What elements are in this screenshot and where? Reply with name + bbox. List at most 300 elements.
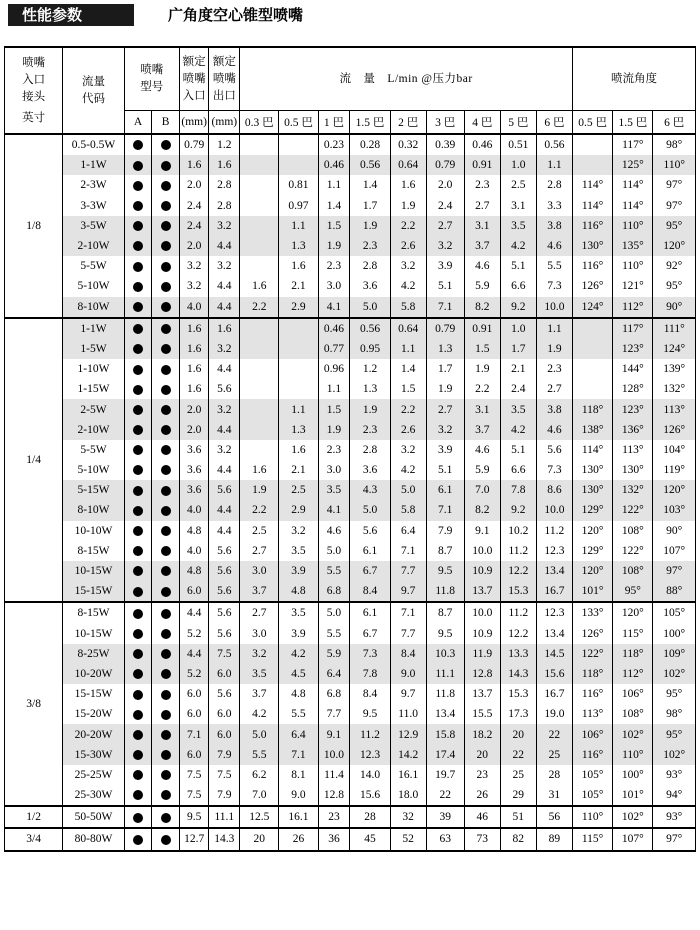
angle-value: 118° [613, 644, 653, 664]
flow-value: 9.7 [390, 581, 426, 602]
angle-value: 116° [572, 745, 612, 765]
flow-value: 1.1 [536, 155, 572, 175]
angle-value: 114° [572, 440, 612, 460]
availability-dot-icon [161, 710, 171, 720]
flow-value: 3.1 [464, 216, 500, 236]
angle-value: 119° [653, 460, 696, 480]
flow-value: 8.1 [279, 765, 318, 785]
flow-value: 10.0 [318, 745, 350, 765]
flow-value [279, 318, 318, 339]
flow-code: 1-1W [63, 318, 124, 339]
rated-inlet: 6.0 [179, 684, 209, 704]
angle-value: 102° [613, 724, 653, 744]
flow-value: 3.1 [500, 196, 536, 216]
availability-dot-icon [133, 690, 143, 700]
table-row [5, 664, 696, 684]
availability-dot-icon [161, 629, 171, 639]
flow-code: 2-10W [63, 236, 124, 256]
flow-value: 3.8 [536, 216, 572, 236]
inlet-size: 1/8 [5, 134, 63, 318]
model-a-cell [124, 785, 152, 806]
angle-value [572, 134, 612, 155]
angle-value: 113° [613, 440, 653, 460]
rated-inlet: 6.0 [179, 745, 209, 765]
availability-dot-icon [161, 790, 171, 800]
flow-value: 4.6 [536, 236, 572, 256]
angle-value: 111° [653, 318, 696, 339]
rated-inlet: 4.8 [179, 521, 209, 541]
flow-value: 6.8 [318, 684, 350, 704]
flow-value: 12.3 [350, 745, 390, 765]
angle-value: 112° [613, 297, 653, 318]
col-rated-inlet [179, 47, 209, 111]
table-body [5, 134, 696, 851]
flow-value: 5.9 [464, 460, 500, 480]
flow-value: 7.1 [426, 500, 464, 520]
flow-value: 0.46 [464, 134, 500, 155]
flow-value: 0.56 [536, 134, 572, 155]
flow-value: 6.8 [318, 581, 350, 602]
angle-value: 107° [613, 828, 653, 850]
flow-value: 3.2 [426, 236, 464, 256]
flow-value [240, 440, 279, 460]
flow-value: 1.3 [350, 379, 390, 399]
col-pressure: 6 巴 [536, 111, 572, 135]
rated-inlet: 7.5 [179, 765, 209, 785]
model-a-cell [124, 561, 152, 581]
flow-value: 5.1 [426, 276, 464, 296]
availability-dot-icon [161, 262, 171, 272]
availability-dot-icon [161, 649, 171, 659]
model-b-cell [152, 420, 180, 440]
angle-value: 110° [613, 745, 653, 765]
flow-value: 46 [464, 806, 500, 828]
flow-value: 8.6 [536, 480, 572, 500]
flow-value: 7.1 [426, 297, 464, 318]
flow-value: 20 [240, 828, 279, 850]
availability-dot-icon [133, 750, 143, 760]
flow-value: 1.5 [390, 379, 426, 399]
flow-value: 3.9 [279, 624, 318, 644]
flow-value: 0.64 [390, 155, 426, 175]
flow-value: 3.2 [279, 521, 318, 541]
model-a-cell [124, 175, 152, 195]
flow-value: 13.4 [536, 624, 572, 644]
model-a-cell [124, 256, 152, 276]
rated-outlet: 3.2 [209, 399, 240, 419]
availability-dot-icon [133, 161, 143, 171]
flow-value: 1.0 [500, 155, 536, 175]
angle-value: 124° [653, 339, 696, 359]
flow-value: 4.6 [536, 420, 572, 440]
angle-value: 108° [613, 704, 653, 724]
flow-code: 8-10W [63, 500, 124, 520]
table-row [5, 318, 696, 339]
table-row [5, 196, 696, 216]
flow-value: 6.1 [350, 541, 390, 561]
flow-value: 3.6 [350, 460, 390, 480]
flow-value: 1.1 [279, 399, 318, 419]
model-a-cell [124, 480, 152, 500]
rated-inlet: 2.4 [179, 196, 209, 216]
model-a-cell [124, 602, 152, 623]
flow-value: 3.6 [350, 276, 390, 296]
rated-inlet: 2.0 [179, 420, 209, 440]
flow-value [240, 175, 279, 195]
flow-value: 4.2 [240, 704, 279, 724]
angle-value: 130° [572, 480, 612, 500]
flow-code: 25-30W [63, 785, 124, 806]
model-b-cell [152, 581, 180, 602]
flow-value: 5.9 [318, 644, 350, 664]
flow-value: 9.5 [426, 561, 464, 581]
availability-dot-icon [161, 690, 171, 700]
model-a-cell [124, 276, 152, 296]
flow-value: 16.1 [390, 765, 426, 785]
flow-value: 3.0 [240, 624, 279, 644]
angle-value: 97° [653, 561, 696, 581]
availability-dot-icon [133, 526, 143, 536]
flow-value: 0.79 [426, 318, 464, 339]
flow-value: 11.4 [318, 765, 350, 785]
flow-code: 15-15W [63, 581, 124, 602]
col-flow-code-label: 流量代码 [81, 75, 105, 105]
availability-dot-icon [133, 770, 143, 780]
flow-value: 16.7 [536, 581, 572, 602]
flow-value: 2.9 [279, 297, 318, 318]
angle-value: 118° [572, 399, 612, 419]
flow-value: 2.7 [464, 196, 500, 216]
angle-value: 114° [572, 175, 612, 195]
flow-value: 0.95 [350, 339, 390, 359]
flow-value: 5.5 [318, 624, 350, 644]
availability-dot-icon [133, 813, 143, 823]
availability-dot-icon [133, 181, 143, 191]
rated-inlet: 3.6 [179, 460, 209, 480]
model-a-cell [124, 297, 152, 318]
rated-outlet: 4.4 [209, 359, 240, 379]
flow-value: 3.5 [318, 480, 350, 500]
model-b-cell [152, 500, 180, 520]
model-a-cell [124, 828, 152, 850]
availability-dot-icon [161, 669, 171, 679]
flow-value: 10.9 [464, 624, 500, 644]
flow-value: 10.0 [464, 541, 500, 561]
flow-value: 10.0 [536, 297, 572, 318]
flow-value: 2.3 [318, 440, 350, 460]
availability-dot-icon [133, 609, 143, 619]
availability-dot-icon [133, 486, 143, 496]
flow-value: 7.1 [279, 745, 318, 765]
model-a-cell [124, 216, 152, 236]
flow-value: 22 [426, 785, 464, 806]
angle-value: 115° [572, 828, 612, 850]
flow-value: 7.1 [390, 602, 426, 623]
angle-value: 95° [653, 276, 696, 296]
flow-value: 4.1 [318, 297, 350, 318]
flow-value: 2.3 [318, 256, 350, 276]
angle-value: 130° [613, 460, 653, 480]
model-a-cell [124, 339, 152, 359]
angle-value: 100° [653, 624, 696, 644]
flow-code: 1-1W [63, 155, 124, 175]
flow-value: 4.6 [318, 521, 350, 541]
flow-value: 1.9 [350, 216, 390, 236]
col-inlet-unit: 英寸 [22, 111, 46, 124]
flow-value: 28 [536, 765, 572, 785]
model-a-cell [124, 704, 152, 724]
flow-value: 15.6 [350, 785, 390, 806]
flow-value: 45 [350, 828, 390, 850]
flow-value: 1.5 [464, 339, 500, 359]
angle-value: 95° [653, 684, 696, 704]
flow-value: 4.2 [500, 236, 536, 256]
inlet-size: 3/4 [5, 828, 63, 850]
flow-value: 31 [536, 785, 572, 806]
model-a-cell [124, 581, 152, 602]
availability-dot-icon [161, 282, 171, 292]
performance-table-wrap [4, 46, 696, 852]
rated-inlet: 6.0 [179, 581, 209, 602]
table-row [5, 704, 696, 724]
flow-value: 4.5 [279, 664, 318, 684]
flow-value [240, 339, 279, 359]
flow-value: 3.2 [240, 644, 279, 664]
flow-value: 4.2 [390, 276, 426, 296]
flow-value: 6.4 [318, 664, 350, 684]
flow-value: 7.9 [426, 521, 464, 541]
flow-value: 1.3 [279, 236, 318, 256]
flow-value: 2.5 [279, 480, 318, 500]
performance-table [4, 46, 696, 852]
model-a-cell [124, 684, 152, 704]
flow-value: 6.7 [350, 624, 390, 644]
angle-value: 114° [613, 196, 653, 216]
rated-inlet: 4.8 [179, 561, 209, 581]
availability-dot-icon [161, 587, 171, 597]
flow-value: 3.2 [426, 420, 464, 440]
rated-outlet: 5.6 [209, 561, 240, 581]
flow-value: 1.5 [318, 216, 350, 236]
flow-value: 0.79 [426, 155, 464, 175]
angle-value [572, 318, 612, 339]
flow-value: 7.7 [390, 624, 426, 644]
flow-value: 26 [279, 828, 318, 850]
model-b-cell [152, 216, 180, 236]
model-a-cell [124, 644, 152, 664]
flow-value: 3.5 [500, 216, 536, 236]
availability-dot-icon [133, 730, 143, 740]
rated-outlet: 6.0 [209, 664, 240, 684]
rated-outlet: 5.6 [209, 581, 240, 602]
model-b-cell [152, 765, 180, 785]
model-b-cell [152, 196, 180, 216]
angle-value: 117° [613, 134, 653, 155]
col-rated-outlet-unit: (mm) [209, 111, 240, 135]
availability-dot-icon [161, 302, 171, 312]
angle-value: 101° [572, 581, 612, 602]
flow-code: 1-5W [63, 339, 124, 359]
angle-value: 122° [613, 500, 653, 520]
flow-value: 14.2 [390, 745, 426, 765]
flow-value: 1.1 [390, 339, 426, 359]
model-b-cell [152, 828, 180, 850]
angle-value: 124° [572, 297, 612, 318]
angle-value: 118° [572, 664, 612, 684]
model-b-cell [152, 664, 180, 684]
flow-value: 2.2 [240, 297, 279, 318]
availability-dot-icon [133, 365, 143, 375]
flow-value: 1.2 [350, 359, 390, 379]
flow-value: 14.3 [500, 664, 536, 684]
model-b-cell [152, 399, 180, 419]
flow-value: 11.2 [350, 724, 390, 744]
flow-value: 16.7 [536, 684, 572, 704]
flow-value: 89 [536, 828, 572, 850]
flow-code: 25-25W [63, 765, 124, 785]
flow-value: 6.1 [350, 602, 390, 623]
flow-value: 4.1 [318, 500, 350, 520]
flow-value: 3.5 [240, 664, 279, 684]
flow-value: 3.0 [318, 460, 350, 480]
flow-value: 2.5 [240, 521, 279, 541]
col-inlet-label: 喷嘴入口接头 [22, 56, 46, 103]
flow-value: 8.7 [426, 602, 464, 623]
flow-value: 8.4 [350, 581, 390, 602]
flow-value: 13.4 [536, 561, 572, 581]
flow-value: 0.23 [318, 134, 350, 155]
angle-value: 144° [613, 359, 653, 379]
flow-value: 1.9 [536, 339, 572, 359]
availability-dot-icon [133, 221, 143, 231]
flow-value: 6.6 [500, 276, 536, 296]
flow-value: 1.6 [240, 276, 279, 296]
angle-value: 135° [613, 236, 653, 256]
angle-value: 105° [653, 602, 696, 623]
flow-value: 5.5 [240, 745, 279, 765]
availability-dot-icon [133, 649, 143, 659]
table-row [5, 134, 696, 155]
flow-value: 3.9 [426, 256, 464, 276]
flow-code: 5-5W [63, 440, 124, 460]
inlet-size: 1/2 [5, 806, 63, 828]
angle-value: 126° [653, 420, 696, 440]
rated-inlet: 1.6 [179, 155, 209, 175]
flow-value: 5.6 [350, 521, 390, 541]
flow-value: 5.0 [350, 500, 390, 520]
model-a-cell [124, 318, 152, 339]
table-row [5, 724, 696, 744]
flow-code: 3-3W [63, 196, 124, 216]
flow-value: 12.9 [390, 724, 426, 744]
rated-inlet: 5.2 [179, 664, 209, 684]
flow-value: 3.8 [536, 399, 572, 419]
flow-value: 82 [500, 828, 536, 850]
flow-value: 0.46 [318, 318, 350, 339]
model-a-cell [124, 196, 152, 216]
flow-value: 2.3 [464, 175, 500, 195]
flow-value: 10.0 [464, 602, 500, 623]
flow-value: 3.1 [464, 399, 500, 419]
model-b-cell [152, 134, 180, 155]
availability-dot-icon [161, 365, 171, 375]
col-pressure: 0.5 巴 [279, 111, 318, 135]
rated-outlet: 4.4 [209, 521, 240, 541]
model-a-cell [124, 399, 152, 419]
flow-value: 8.4 [350, 684, 390, 704]
angle-value: 105° [572, 765, 612, 785]
rated-outlet: 5.6 [209, 624, 240, 644]
angle-value [572, 155, 612, 175]
flow-value: 7.3 [536, 460, 572, 480]
flow-value: 5.5 [279, 704, 318, 724]
availability-dot-icon [133, 344, 143, 354]
availability-dot-icon [161, 546, 171, 556]
rated-outlet: 1.6 [209, 155, 240, 175]
availability-dot-icon [161, 566, 171, 576]
flow-value: 11.1 [426, 664, 464, 684]
model-b-cell [152, 806, 180, 828]
rated-inlet: 7.1 [179, 724, 209, 744]
section-tag: 性能参数 [8, 4, 134, 26]
rated-outlet: 5.6 [209, 684, 240, 704]
flow-code: 8-15W [63, 541, 124, 561]
model-a-cell [124, 724, 152, 744]
flow-value: 13.7 [464, 684, 500, 704]
flow-code: 2-10W [63, 420, 124, 440]
flow-code: 0.5-0.5W [63, 134, 124, 155]
rated-outlet: 5.6 [209, 480, 240, 500]
angle-value [572, 359, 612, 379]
rated-inlet: 2.0 [179, 236, 209, 256]
flow-value: 7.8 [500, 480, 536, 500]
flow-value: 3.7 [240, 684, 279, 704]
flow-value: 1.7 [426, 359, 464, 379]
angle-value: 122° [613, 541, 653, 561]
flow-value: 2.1 [279, 276, 318, 296]
flow-value: 12.3 [536, 602, 572, 623]
angle-value: 101° [613, 785, 653, 806]
flow-value: 1.4 [350, 175, 390, 195]
rated-outlet: 5.6 [209, 602, 240, 623]
angle-value: 120° [572, 561, 612, 581]
table-row [5, 339, 696, 359]
flow-value: 2.2 [390, 216, 426, 236]
model-a-cell [124, 359, 152, 379]
flow-value: 10.0 [536, 500, 572, 520]
availability-dot-icon [161, 506, 171, 516]
flow-value: 7.0 [464, 480, 500, 500]
flow-value [240, 420, 279, 440]
flow-value: 5.0 [318, 602, 350, 623]
angle-value: 106° [572, 724, 612, 744]
angle-value: 116° [572, 256, 612, 276]
model-b-cell [152, 460, 180, 480]
flow-code: 2-3W [63, 175, 124, 195]
flow-value: 9.1 [318, 724, 350, 744]
model-b-cell [152, 704, 180, 724]
flow-value: 7.0 [240, 785, 279, 806]
rated-inlet: 1.6 [179, 379, 209, 399]
flow-value: 0.91 [464, 318, 500, 339]
rated-outlet: 6.0 [209, 724, 240, 744]
availability-dot-icon [161, 181, 171, 191]
flow-value: 32 [390, 806, 426, 828]
rated-inlet: 4.0 [179, 541, 209, 561]
model-a-cell [124, 420, 152, 440]
angle-value: 129° [572, 541, 612, 561]
flow-value [240, 155, 279, 175]
